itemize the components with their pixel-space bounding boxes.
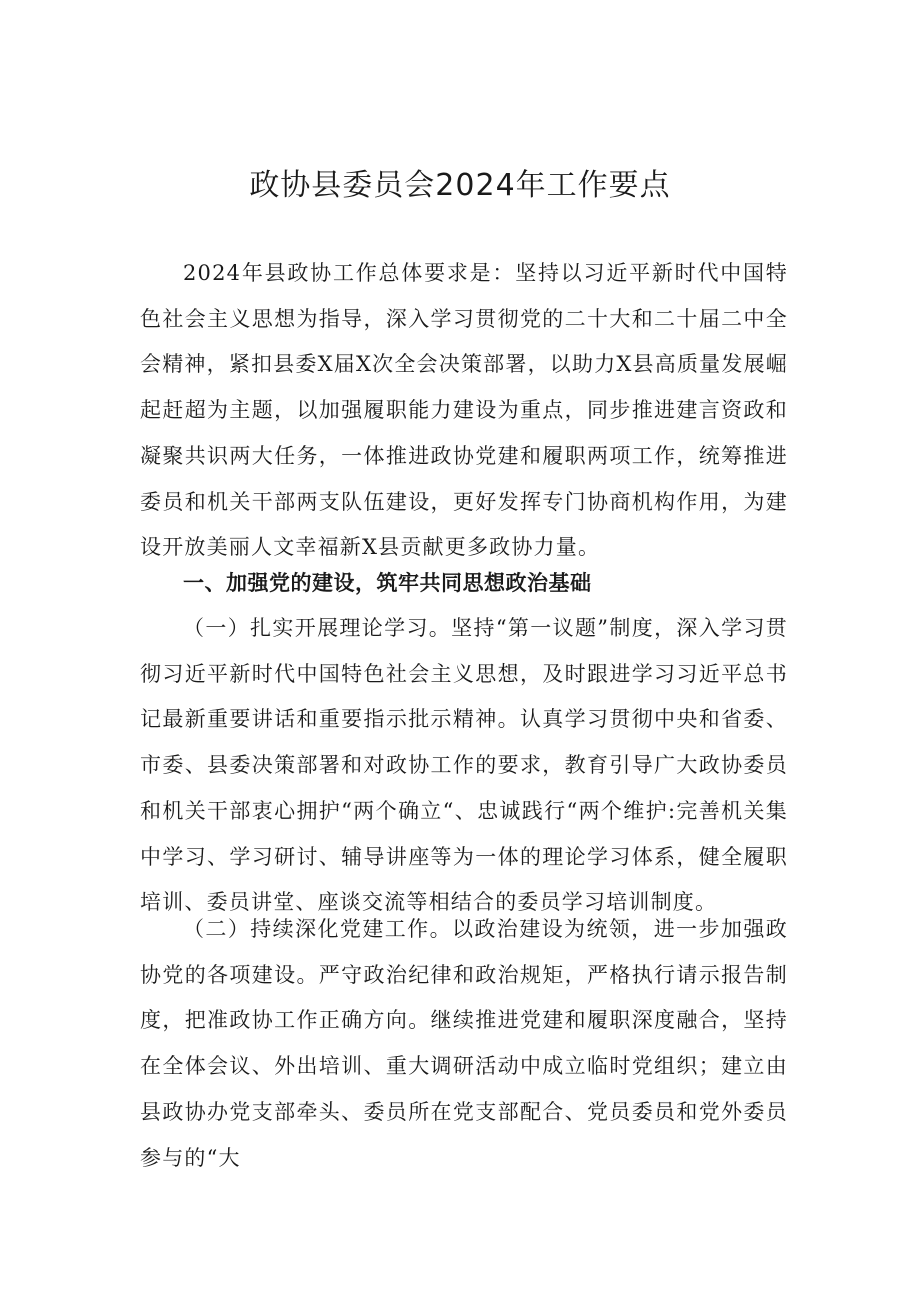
paragraph-item-2: （二）持续深化党建工作。以政治建设为统领，进一步加强政协党的各项建设。严守政治纪律和政治规矩，严格执行请示报告制度，把准政协工作正确方向。继续推进党建和履职深度融合，坚持在全体会议、外出培训、重大调研活动中成立临时党组织；建立由县政协办党支部牵头、委员所在党支部配合、党员委员和党外委员参与的“大 bbox=[140, 917, 788, 1170]
paragraph-item-1: （一）扎实开展理论学习。坚持“第一议题”制度，深入学习贯彻习近平新时代中国特色社会主义思想，及时跟进学习习近平总书记最新重要讲话和重要指示批示精神。认真学习贯彻中央和省委、市委、县委决策部署和对政协工作的要求，教育引导广大政协委员和机关干部衷心拥护“两个确立“、忠诚践行“两个维护:完善机关集中学习、学习研讨、辅导讲座等为一体的理论学习体系，健全履职培训、委员讲堂、座谈交流等相结合的委员学习培训制度。 bbox=[140, 616, 788, 915]
document-title: 政协县委员会2024年工作要点 bbox=[249, 168, 671, 203]
section-heading: 一、加强党的建设，筑牢共同思想政治基础 bbox=[183, 571, 592, 595]
intro-paragraph: 2024年县政协工作总体要求是：坚持以习近平新时代中国特色社会主义思想为指导，深入学习贯彻党的二十大和二十届二中全会精神，紧扣县委X届X次全会决策部署，以助力X县高质量发展崛起赶超为主题，以加强履职能力建设为重点，同步推进建言资政和凝聚共识两大任务，一体推进政协党建和履职两项工作，统筹推进委员和机关干部两支队伍建设，更好发挥专门协商机构作用，为建设开放美丽人文幸福新X县贡献更多政协力量。 bbox=[140, 261, 788, 560]
